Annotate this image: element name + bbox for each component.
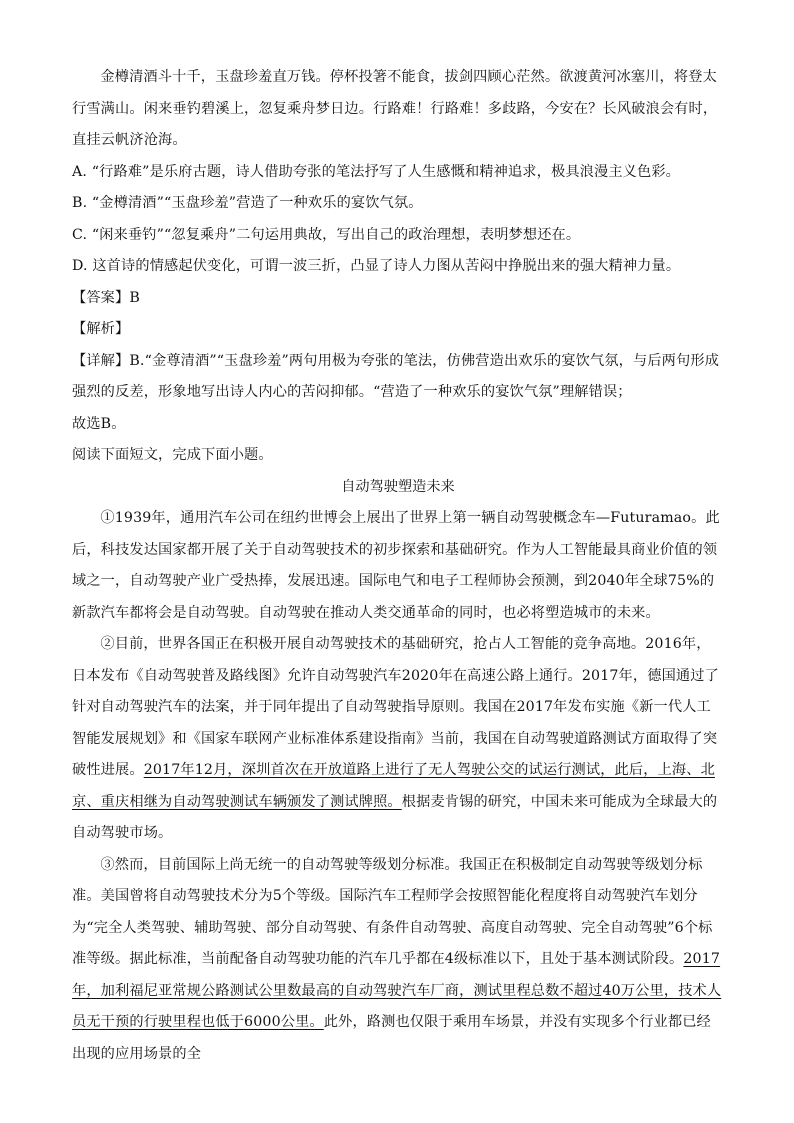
paragraph-2-text-a: ②目前，世界各国正在积极开展自动驾驶技术的基础研究，抢占人工智能的竞争高地。2016年，日本发布《自动驾驶普及路线图》允许自动驾驶汽车2020年在高速公路上通行。2017年，德国通过了针对自动驾驶汽车的法案，并于同年提出了自动驾驶指导原则。我国在2017年发布实施《新一代人工智能发展规划》和《国家车联网产业标准体系建设指南》当前，我国在自动驾驶道路测试方面取得了突破性进展。 bbox=[72, 636, 719, 778]
poem-text: 金樽清酒斗十千，玉盘珍羞直万钱。停杯投箸不能食，拔剑四顾心茫然。欲渡黄河冰塞川，将登太行雪满山。闲来垂钓碧溪上，忽复乘舟梦日边。行路难！行路难！多歧路，今安在？长风破浪会有时，直挂云帆济沧海。 bbox=[72, 69, 718, 148]
paragraph-3-text-b: 此外，路测也仅限于乘用车场景，并没有实现多个行业都已经出现的应用场景的全 bbox=[72, 1014, 711, 1062]
article-paragraph-2 bbox=[72, 629, 724, 850]
option-c: C. “闲来垂钓”“忽复乘舟”二句运用典故，写出自己的政治理想，表明梦想还在。 bbox=[72, 226, 581, 243]
article-title: 自动驾驶塑造未来 bbox=[341, 478, 455, 495]
option-b: B. “金樽清酒”“玉盘珍羞”营造了一种欢乐的宴饮气氛。 bbox=[72, 195, 423, 211]
document-page bbox=[72, 62, 724, 1070]
analysis-label: 【解析】 bbox=[72, 321, 130, 337]
article-paragraph-1: ①1939年，通用汽车公司在纽约世博会上展出了世界上第一辆自动驾驶概念车—Futuramao。此后，科技发达国家都开展了关于自动驾驶技术的初步探索和基础研究。作为人工智能最具商业价值的领域之一，自动驾驶产业广受热捧，发展迅速。国际电气和电子工程师协会预测，到2040年全球75%的新款汽车都将会是自动驾驶。自动驾驶在推动人类交通革命的同时，也必将塑造城市的未来。 bbox=[72, 510, 720, 621]
article-paragraph-3 bbox=[72, 850, 724, 1071]
paragraph-2-text-b: 根据麦肯锡的研究，中国未来可能成为全球最大的自动驾驶市场。 bbox=[72, 793, 718, 841]
answer-line: 【答案】B bbox=[72, 289, 140, 306]
instruction-line: 阅读下面短文，完成下面小题。 bbox=[72, 447, 273, 463]
paragraph-3-underlined: 2017年，加利福尼亚常规公路测试公里数最高的自动驾驶汽车厂商，测试里程总数不超过40万公里，技术人员无干预的行驶里程也低于6000公里。 bbox=[72, 951, 722, 1030]
option-d: D. 这首诗的情感起伏变化，可谓一波三折，凸显了诗人力图从苦闷中挣脱出来的强大精神力量。 bbox=[72, 258, 681, 274]
paragraph-2-underlined: 2017年12月，深圳首次在开放道路上进行了无人驾驶公交的试运行测试，此后，上海、北京、重庆相继为自动驾驶测试车辆颁发了测试牌照。 bbox=[72, 762, 715, 810]
detail-text: 【详解】B.“金尊清酒”“玉盘珍羞”两句用极为夸张的笔法，仿佛营造出欢乐的宴饮气氛，与后两句形成强烈的反差，形象地写出诗人内心的苦闷抑郁。“营造了一种欢乐的宴饮气氛”理解错误； bbox=[72, 352, 720, 400]
choose-line: 故选B。 bbox=[72, 415, 126, 432]
option-a: A. “行路难”是乐府古题，诗人借助夸张的笔法抒写了人生感慨和精神追求，极具浪漫主义色彩。 bbox=[72, 163, 681, 180]
paragraph-3-text-a: ③然而，目前国际上尚无统一的自动驾驶等级划分标准。我国正在积极制定自动驾驶等级划分标准。美国曾将自动驾驶技术分为5个等级。国际汽车工程师学会按照智能化程度将自动驾驶汽车划分为“完全人类驾驶、辅助驾驶、部分自动驾驶、有条件自动驾驶、高度自动驾驶、完全自动驾驶”6个标准等级。据此标准，当前配备自动驾驶功能的汽车几乎都在4级标准以下，且处于基本测试阶段。 bbox=[72, 856, 713, 967]
